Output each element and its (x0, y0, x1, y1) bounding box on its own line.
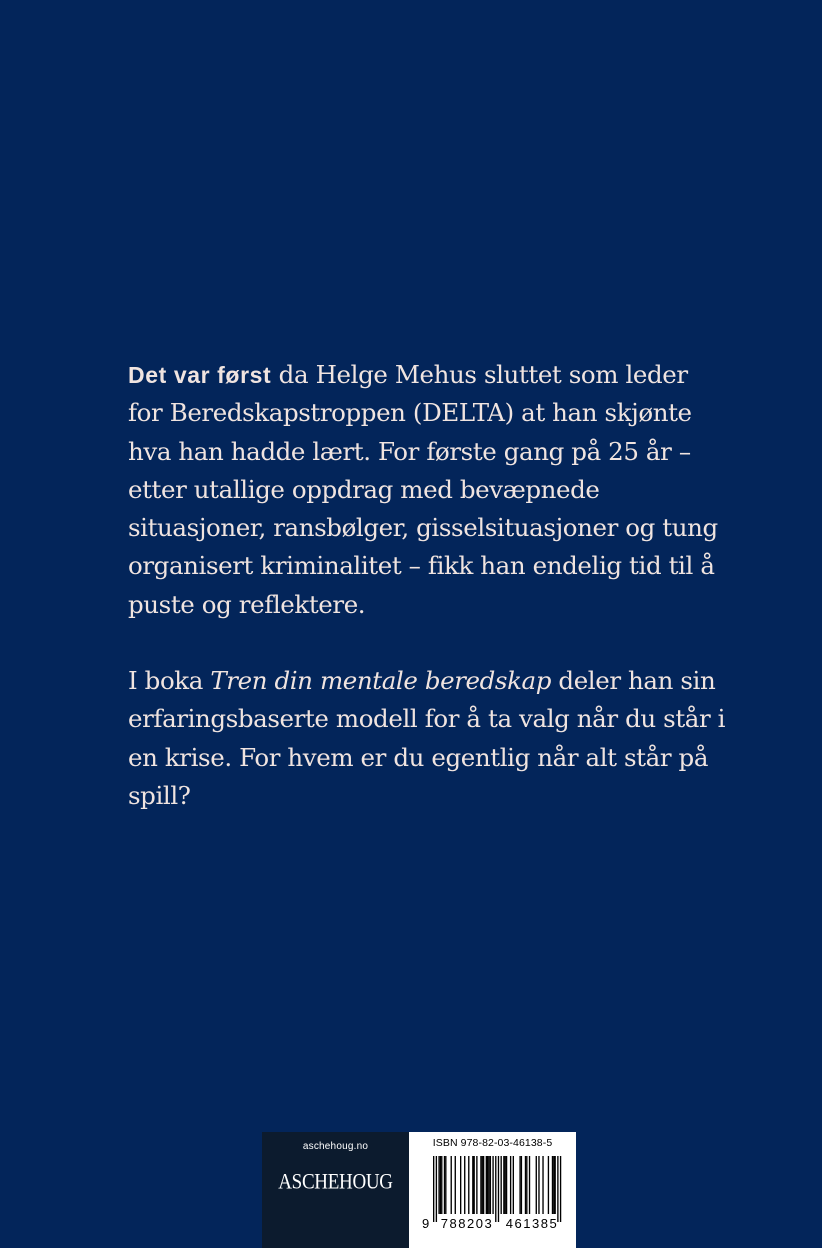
barcode-bar (506, 1156, 507, 1214)
barcode-bar (445, 1156, 446, 1214)
barcode-bar (436, 1156, 437, 1222)
barcode-bar (476, 1156, 477, 1214)
barcode-bar (503, 1156, 504, 1214)
barcode-bar (552, 1156, 553, 1214)
barcode-bar (480, 1156, 481, 1214)
barcode-bar (513, 1156, 514, 1214)
blurb-paragraph-2-before: I boka (128, 666, 211, 696)
barcode-bar (529, 1156, 530, 1214)
barcode-bar (542, 1156, 543, 1214)
barcode-bar (488, 1156, 489, 1214)
barcode-bar (519, 1156, 520, 1214)
barcode-bar (536, 1156, 537, 1214)
blurb (128, 356, 728, 815)
blurb-paragraph-1 (128, 356, 728, 624)
barcode-right-digits: 461385 (505, 1216, 559, 1231)
barcode-bar (460, 1156, 461, 1214)
barcode-bar (555, 1156, 556, 1214)
barcode-bar (468, 1156, 469, 1214)
publisher-url: aschehoug.no (302, 1141, 369, 1152)
publisher-logo: ASCHEHOUG (278, 1170, 393, 1195)
barcode-bar (451, 1156, 452, 1214)
barcode-bar (490, 1156, 491, 1214)
blurb-lead-in: Det var først (128, 362, 272, 388)
barcode-bar (553, 1156, 554, 1214)
barcode-bar (538, 1156, 539, 1214)
barcode-bar (472, 1156, 473, 1214)
barcode-bar (474, 1156, 475, 1214)
barcode-bar (501, 1156, 502, 1214)
barcode-bar (486, 1156, 487, 1214)
publisher-box (262, 1132, 409, 1248)
barcode-bar (510, 1156, 511, 1214)
barcode-bar (560, 1156, 561, 1222)
barcode-bar (495, 1156, 496, 1222)
barcode-bar (438, 1156, 439, 1214)
barcode-bar (483, 1156, 484, 1214)
barcode-bar (455, 1156, 456, 1214)
blurb-paragraph-2 (128, 662, 728, 815)
barcode-bar (548, 1156, 549, 1214)
barcode-bar (441, 1156, 442, 1214)
isbn-label: ISBN 978-82-03-46138-5 (432, 1137, 553, 1149)
barcode-bar (433, 1156, 434, 1222)
barcode-left-digits: 788203 (440, 1216, 494, 1231)
barcode-bar (498, 1156, 499, 1222)
barcode-bar (505, 1156, 506, 1214)
barcode-bar (526, 1156, 527, 1214)
barcode-bar (444, 1156, 445, 1214)
blurb-paragraph-1-text: da Helge Mehus sluttet som leder for Beredskapstroppen (DELTA) at han skjønte hva han hadde lært. For første gang på 25 år – etter utallige oppdrag med bevæpnede situasjoner, ransbølger, gisselsituasjoner og tung organisert kriminalitet – fikk han endelig tid til å puste og reflektere. (128, 360, 718, 619)
book-title: Tren din mentale beredskap (210, 666, 552, 696)
blurb-paragraph-2-after: deler han sin erfaringsbaserte modell for å ta valg når du står i en krise. For hvem er du egentlig når alt står på spill? (128, 666, 726, 810)
barcode-bar (487, 1156, 488, 1214)
barcode-bar (492, 1156, 493, 1214)
barcode-bar (440, 1156, 441, 1214)
barcode-bar (557, 1156, 558, 1222)
barcode-bar (521, 1156, 522, 1214)
barcode-bar (482, 1156, 483, 1214)
barcode-bar (525, 1156, 526, 1214)
barcode-lead-digit: 9 (422, 1216, 430, 1231)
barcode-bar (464, 1156, 465, 1214)
barcode-box (409, 1132, 576, 1248)
